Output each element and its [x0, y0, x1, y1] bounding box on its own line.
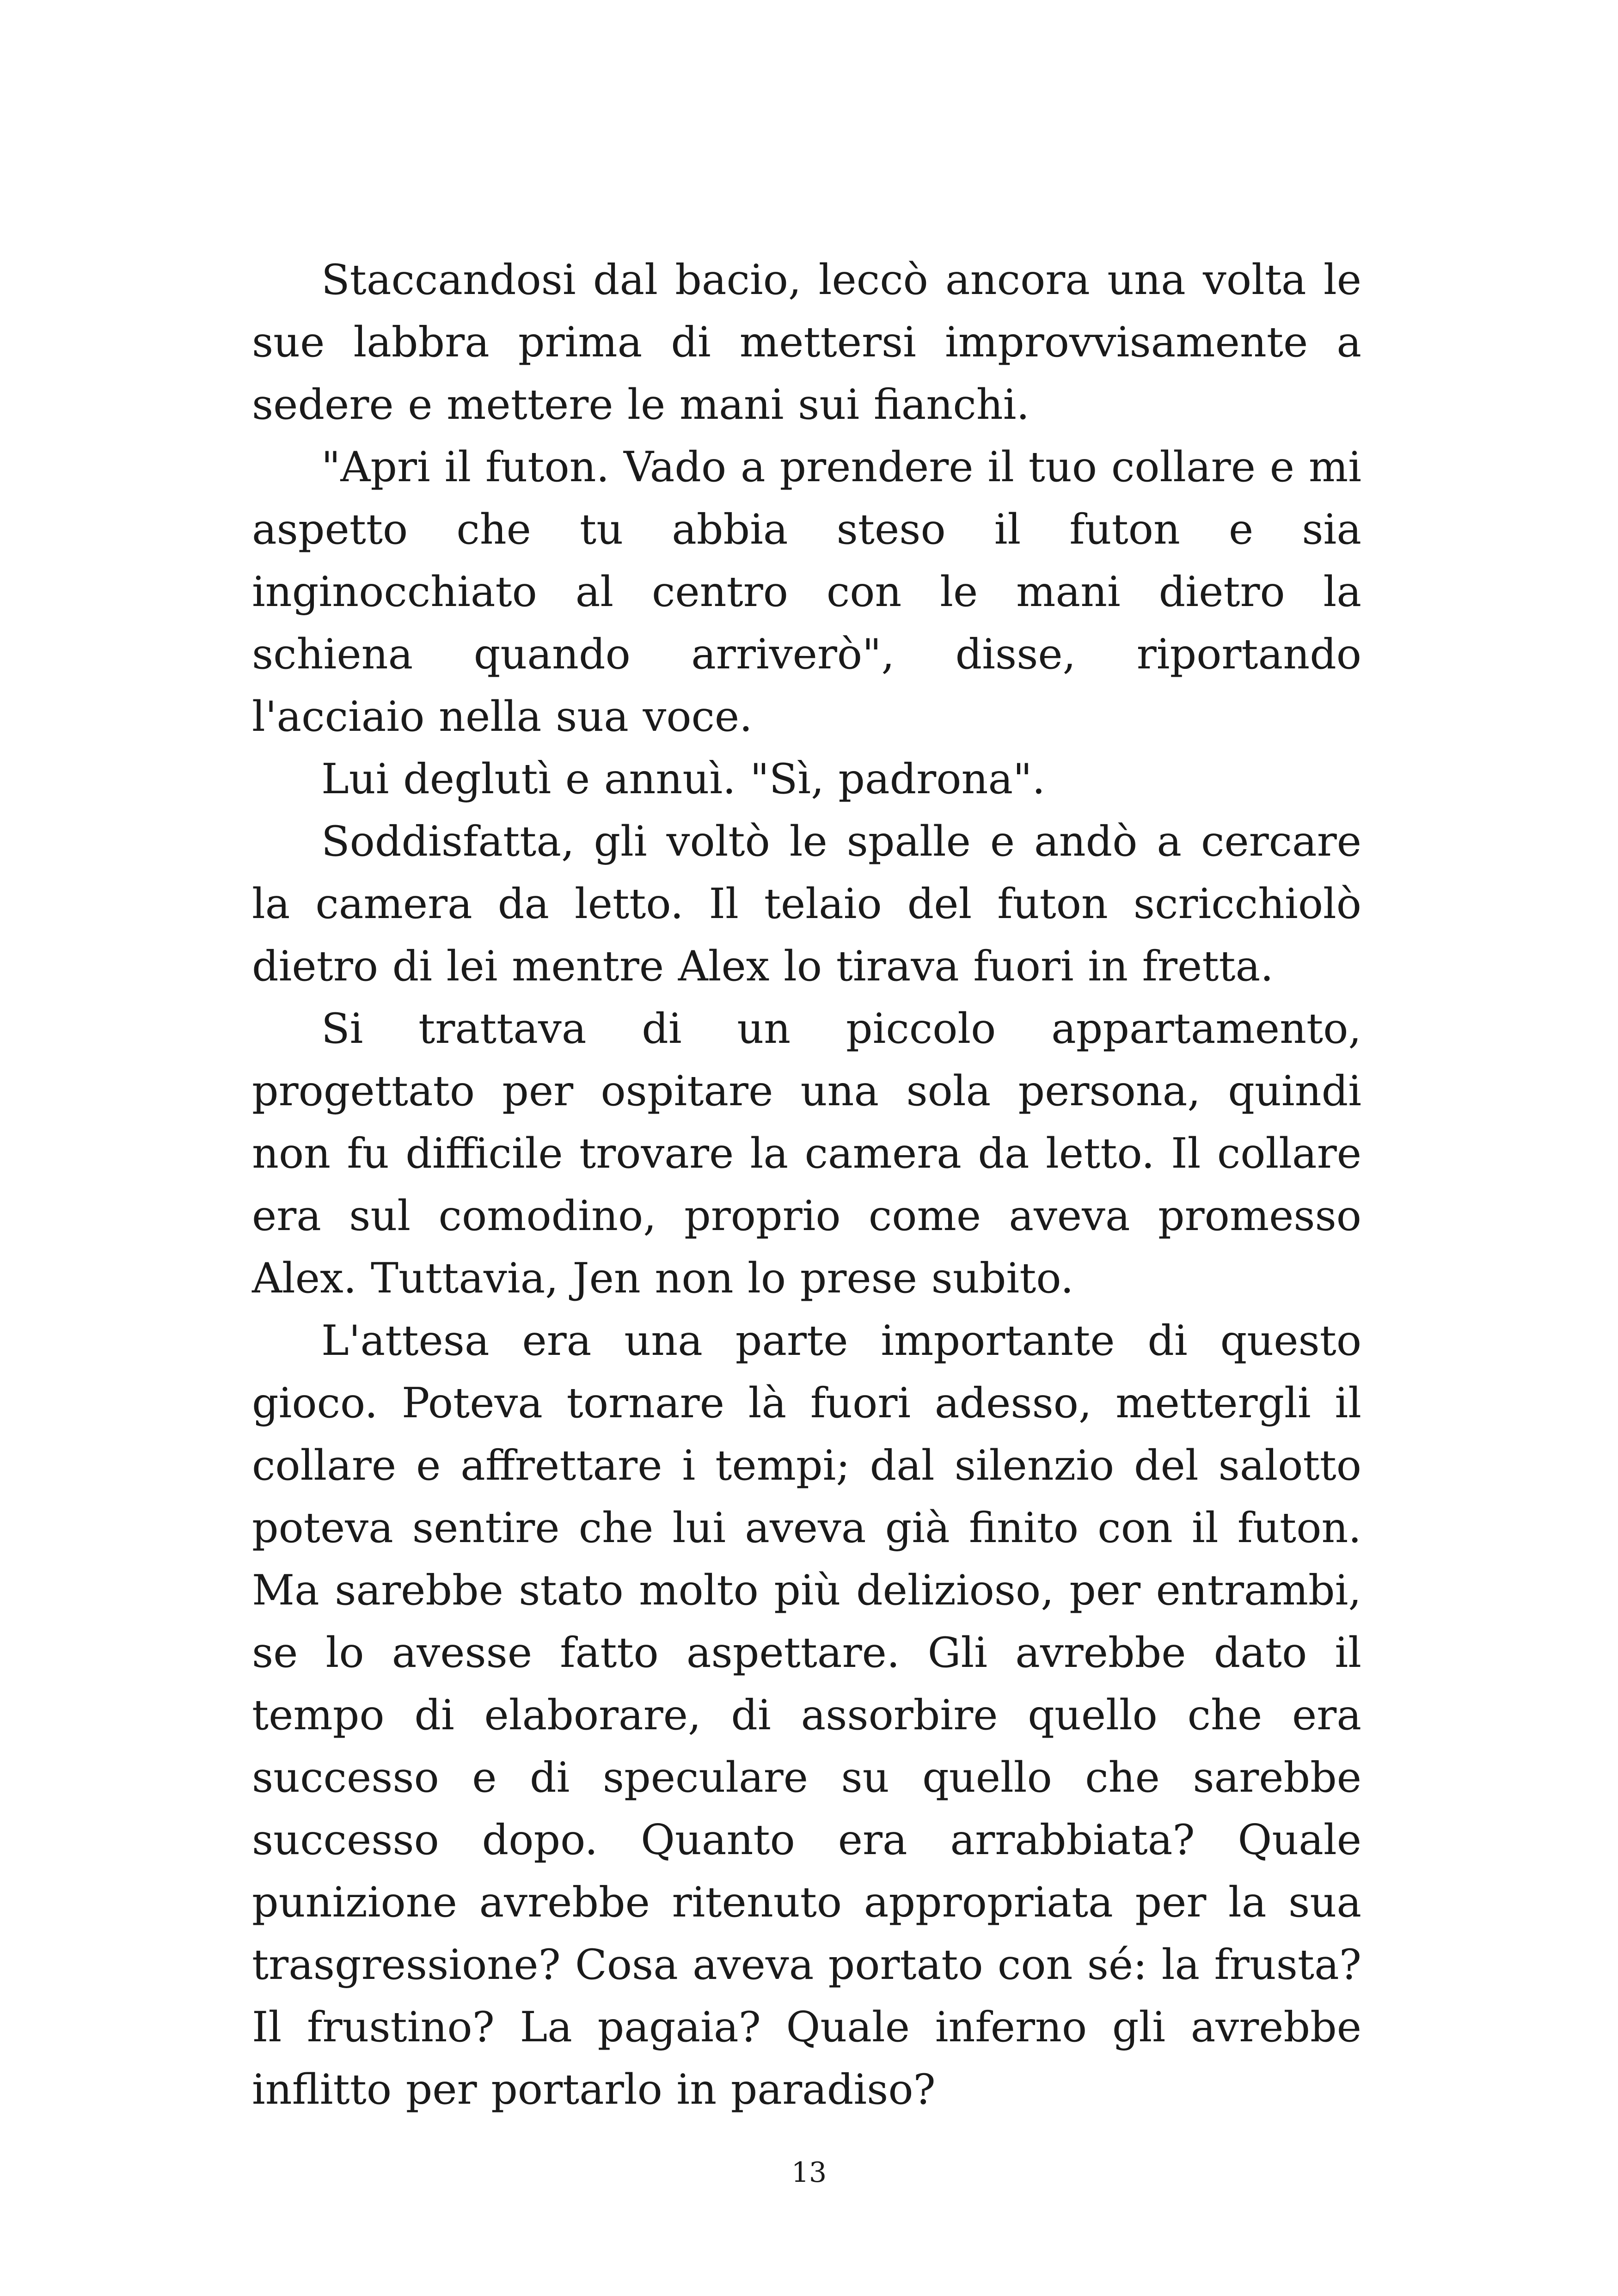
paragraph-6: L'attesa era una parte importante di questo gioco. Poteva tornare là fuori adesso, mettergli il collare e affrettare i tempi; dal silenzio del salotto poteva sentire che lui aveva già finito con il futon. Ma sarebbe stato molto più delizioso, per entrambi, se lo avesse fatto aspettare. Gli avrebbe dato il tempo di elaborare, di assorbire quello che era successo e di speculare su quello che sarebbe successo dopo. Quanto era arrabbiata? Quale punizione avrebbe ritenuto appropriata per la sua trasgressione? Cosa aveva portato con sé: la frusta? Il frustino? La pagaia? Quale inferno gli avrebbe inflitto per portarlo in paradiso? [252, 1316, 1361, 2114]
paragraph-4: Soddisfatta, gli voltò le spalle e andò a cercare la camera da letto. Il telaio del futon scricchiolò dietro di lei mentre Alex lo tirava fuori in fretta. [252, 817, 1361, 991]
paragraph-5: Si trattava di un piccolo appartamento, progettato per ospitare una sola persona, quindi non fu difficile trovare la camera da letto. Il collare era sul comodino, proprio come aveva promesso Alex. Tuttavia, Jen non lo prese subito. [252, 1004, 1361, 1303]
paragraph-3: Lui deglutì e annuì. "Sì, padrona". [321, 755, 1046, 803]
paragraph-2: "Apri il futon. Vado a prendere il tuo collare e mi aspetto che tu abbia steso il futon e sia inginocchiato al centro con le mani dietro la schiena quando arriverò", disse, riportando l'acciaio nella sua voce. [252, 443, 1361, 741]
paragraph-1: Staccandosi dal bacio, leccò ancora una volta le sue labbra prima di mettersi improvvisamente a sedere e mettere le mani sui fianchi. [252, 256, 1361, 429]
page-number: 13 [791, 2156, 827, 2189]
body-text [252, 249, 1361, 2121]
